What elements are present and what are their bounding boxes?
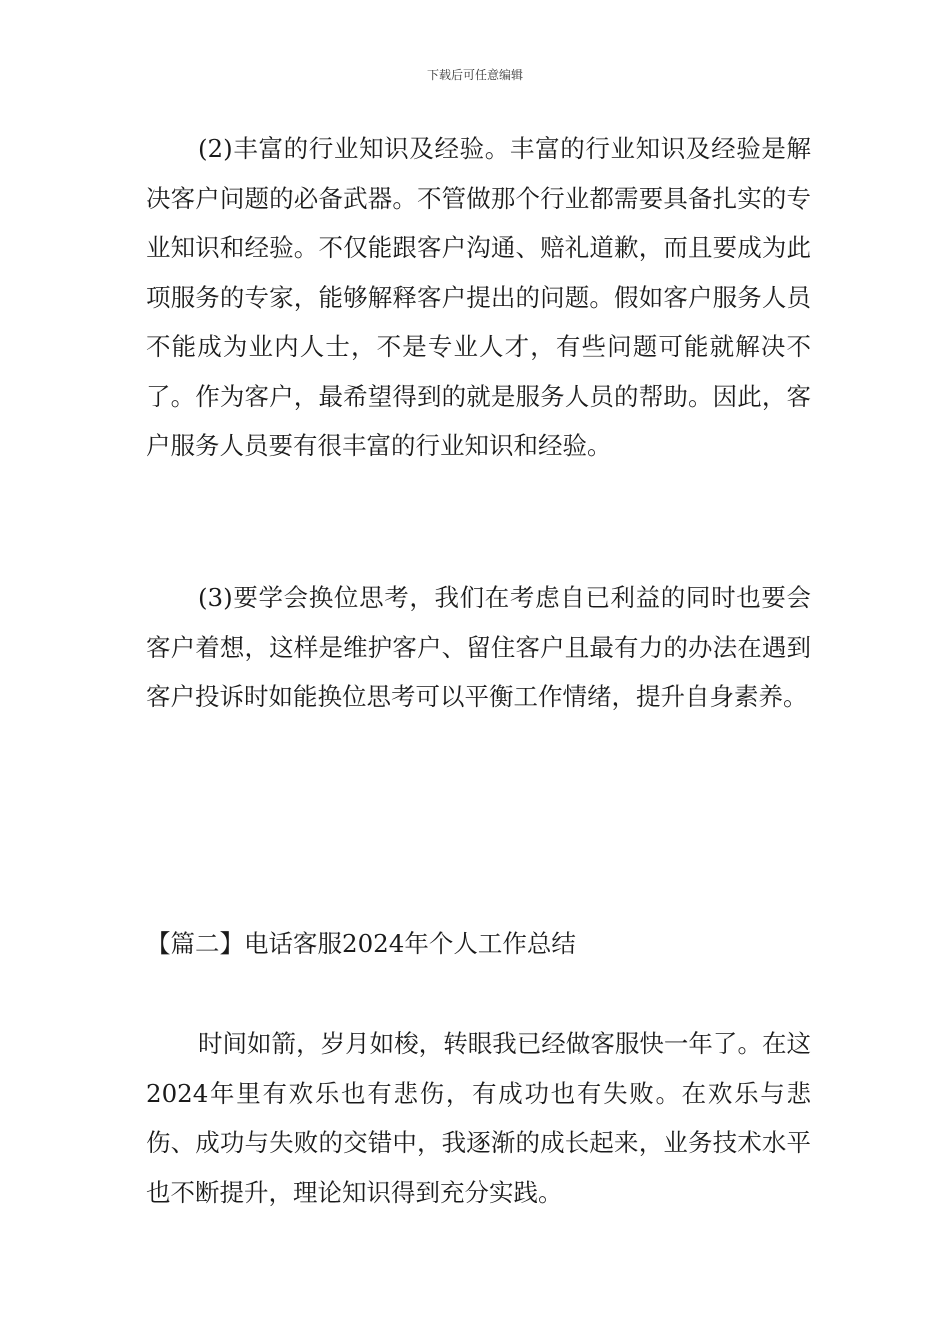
header-note: 下载后可任意编辑	[426, 68, 523, 82]
paragraph-empathy: (3)要学会换位思考，我们在考虑自已利益的同时也要会客户着想，这样是维护客户、留住客户且最有力的办法在遇到客户投诉时如能换位思考可以平衡工作情绪，提升自身素养。	[146, 583, 811, 711]
section-heading: 【篇二】电话客服2024年个人工作总结	[146, 929, 576, 958]
paragraph-summary-intro: 时间如箭，岁月如梭，转眼我已经做客服快一年了。在这2024年里有欢乐也有悲伤，有成功也有失败。在欢乐与悲伤、成功与失败的交错中，我逐渐的成长起来，业务技术水平也不断提升，理论知识得到充分实践。	[146, 1029, 811, 1207]
paragraph-industry-knowledge: (2)丰富的行业知识及经验。丰富的行业知识及经验是解决客户问题的必备武器。不管做那个行业都需要具备扎实的专业知识和经验。不仅能跟客户沟通、赔礼道歉，而且要成为此项服务的专家，能够解释客户提出的问题。假如客户服务人员不能成为业内人士，不是专业人才，有些问题可能就解决不了。作为客户，最希望得到的就是服务人员的帮助。因此，客户服务人员要有很丰富的行业知识和经验。	[146, 134, 811, 460]
